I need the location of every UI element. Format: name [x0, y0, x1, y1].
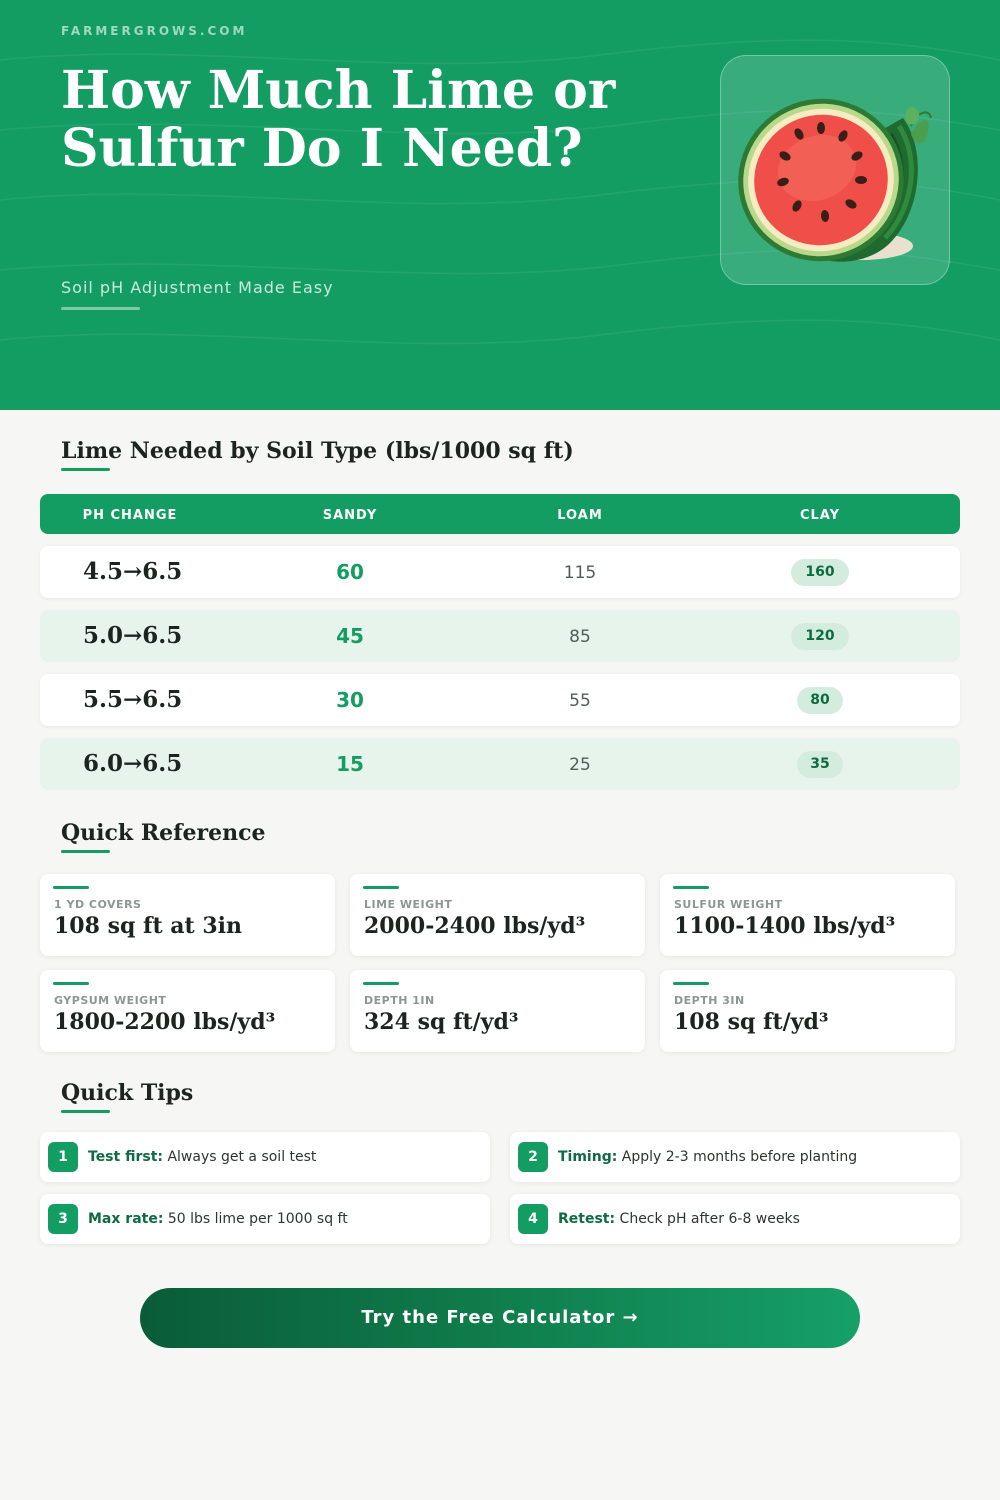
reference-card — [660, 970, 955, 1052]
column-header-clay: CLAY — [799, 508, 841, 523]
tip-number-badge: 1 — [48, 1142, 78, 1172]
tip-number-badge: 4 — [518, 1204, 548, 1234]
lime-table-title: Lime Needed by Soil Type (lbs/1000 sq ft) — [61, 438, 574, 464]
quick-tips-underline — [61, 1110, 110, 1113]
reference-value: 108 sq ft/yd³ — [674, 1009, 829, 1035]
illustration-card — [720, 55, 950, 285]
sandy-cell: 60 — [336, 560, 364, 584]
tip-body: Apply 2-3 months before planting — [617, 1149, 858, 1165]
tip-item — [40, 1194, 490, 1244]
tip-number-badge: 3 — [48, 1204, 78, 1234]
reference-label: SULFUR WEIGHT — [674, 898, 783, 911]
quick-reference-underline — [61, 850, 110, 853]
ph-change-cell: 5.5→6.5 — [83, 686, 183, 713]
loam-cell: 85 — [569, 627, 591, 647]
reference-card — [40, 970, 335, 1052]
loam-cell: 25 — [569, 755, 591, 775]
reference-value: 108 sq ft at 3in — [54, 913, 243, 939]
reference-label: GYPSUM WEIGHT — [54, 994, 167, 1007]
lime-table-underline — [61, 468, 110, 471]
table-row — [40, 738, 960, 790]
sandy-cell: 30 — [336, 688, 364, 712]
tip-body: Check pH after 6-8 weeks — [615, 1211, 800, 1227]
tip-text — [558, 1149, 857, 1165]
tip-text — [88, 1211, 348, 1227]
reference-label: LIME WEIGHT — [364, 898, 453, 911]
tip-item — [510, 1132, 960, 1182]
clay-badge: 80 — [797, 687, 843, 714]
column-header-loam: LOAM — [557, 508, 603, 523]
page-title: How Much Lime or Sulfur Do I Need? — [61, 60, 616, 179]
card-accent — [673, 886, 709, 889]
table-row — [40, 546, 960, 598]
tip-body: 50 lbs lime per 1000 sq ft — [163, 1211, 348, 1227]
ph-change-cell: 4.5→6.5 — [83, 558, 183, 585]
reference-card — [40, 874, 335, 956]
clay-badge: 160 — [791, 559, 849, 586]
brand-name: FARMERGROWS.COM — [61, 24, 248, 38]
clay-badge: 120 — [791, 623, 849, 650]
tip-item — [510, 1194, 960, 1244]
ph-change-cell: 6.0→6.5 — [83, 750, 183, 777]
column-header-ph-change: PH CHANGE — [82, 508, 178, 523]
loam-cell: 115 — [563, 563, 597, 583]
reference-label: 1 YD COVERS — [54, 898, 142, 911]
quick-reference-title: Quick Reference — [61, 820, 266, 846]
reference-card — [660, 874, 955, 956]
card-accent — [363, 982, 399, 985]
table-row — [40, 674, 960, 726]
reference-value: 1100-1400 lbs/yd³ — [674, 913, 896, 939]
card-accent — [363, 886, 399, 889]
reference-value: 2000-2400 lbs/yd³ — [364, 913, 586, 939]
tip-number-badge: 2 — [518, 1142, 548, 1172]
tip-label: Timing: — [558, 1149, 618, 1165]
tip-item — [40, 1132, 490, 1182]
tip-label: Max rate: — [88, 1211, 164, 1227]
card-accent — [673, 982, 709, 985]
subtitle-underline — [61, 307, 140, 310]
tip-text — [558, 1211, 800, 1227]
quick-tips-title: Quick Tips — [61, 1080, 194, 1106]
loam-cell: 55 — [569, 691, 591, 711]
tip-label: Retest: — [558, 1211, 616, 1227]
reference-card — [350, 970, 645, 1052]
sandy-cell: 15 — [336, 752, 364, 776]
table-header — [40, 494, 960, 534]
watermelon-icon — [721, 56, 951, 286]
card-accent — [53, 886, 89, 889]
reference-value: 1800-2200 lbs/yd³ — [54, 1009, 276, 1035]
tip-label: Test first: — [88, 1149, 163, 1165]
tip-body: Always get a soil test — [163, 1149, 317, 1165]
hero-header — [0, 0, 1000, 410]
clay-badge: 35 — [797, 751, 843, 778]
page-subtitle: Soil pH Adjustment Made Easy — [61, 278, 334, 297]
reference-value: 324 sq ft/yd³ — [364, 1009, 519, 1035]
column-header-sandy: SANDY — [322, 508, 378, 523]
reference-label: DEPTH 3IN — [674, 994, 745, 1007]
ph-change-cell: 5.0→6.5 — [83, 622, 183, 649]
reference-card — [350, 874, 645, 956]
free-calculator-button[interactable]: Try the Free Calculator → — [140, 1288, 860, 1348]
sandy-cell: 45 — [336, 624, 364, 648]
table-row — [40, 610, 960, 662]
tip-text — [88, 1149, 316, 1165]
reference-label: DEPTH 1IN — [364, 994, 435, 1007]
card-accent — [53, 982, 89, 985]
